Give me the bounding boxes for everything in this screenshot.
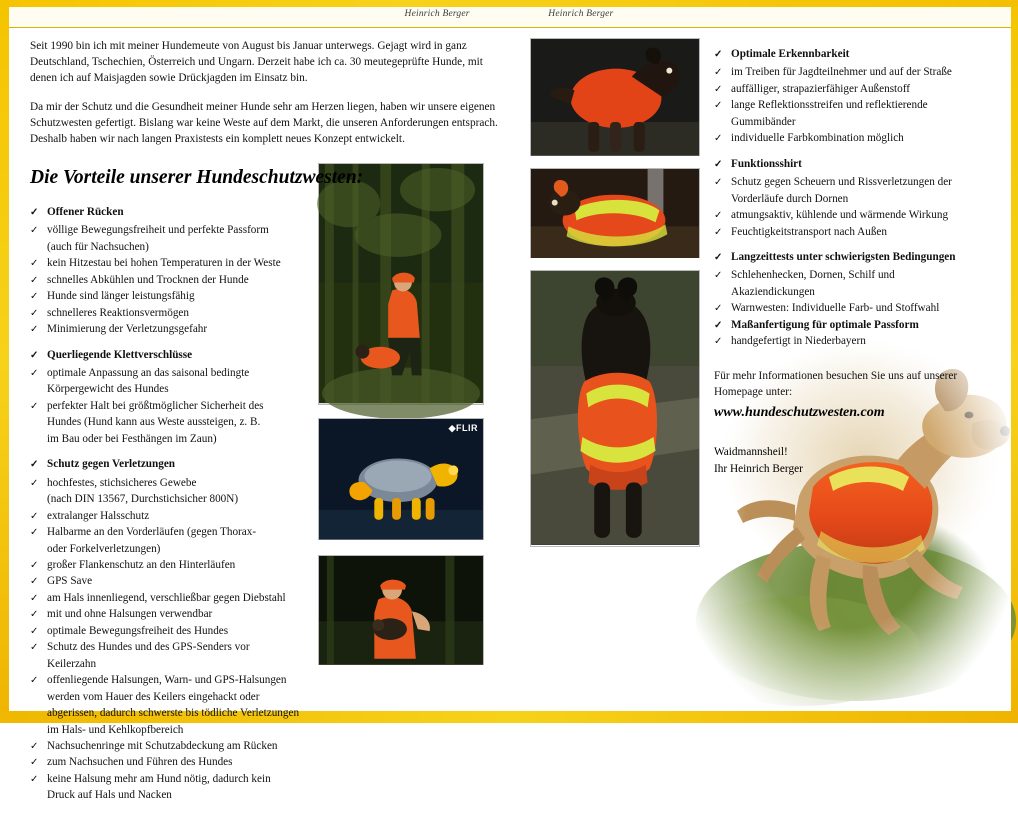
feature-item: ✓ lange Reflektionsstreifen und reflektierende: [714, 99, 928, 112]
feature-item: ✓ großer Flankenschutz an den Hinterläufen: [30, 558, 236, 571]
feature-item: ✓ Warnwesten: Individuelle Farb- und Stoffwahl: [714, 302, 940, 315]
feature-item: ✓ Hunde sind länger leistungsfähig: [30, 290, 195, 303]
feature-group: [30, 457, 510, 804]
checkmark-icon: ✓: [30, 225, 39, 237]
checkmark-icon: ✓: [714, 336, 723, 348]
checkmark-icon: ✓: [30, 368, 39, 379]
photo-dog-hivis-vest-lying: [530, 168, 700, 258]
feature-item: oder Forkelverletzungen): [47, 542, 161, 555]
checkmark-icon: ✓: [30, 459, 39, 471]
checkmark-icon: ✓: [714, 49, 723, 60]
page-title: Die Vorteile unserer Hundeschutzwesten:: [30, 167, 364, 189]
feature-group: [714, 47, 992, 147]
checkmark-icon: ✓: [714, 158, 723, 170]
checkmark-icon: ✓: [30, 642, 39, 654]
closing-line-1: Für mehr Informationen besuchen Sie uns auf unserer: [714, 369, 958, 382]
feature-item: ✓ Halbarme an den Vorderläufen (gegen Thorax-: [30, 526, 257, 539]
feature-item: Akaziendickungen: [731, 285, 815, 298]
signature-line-1: Waidmannsheil!: [714, 445, 788, 458]
checkmark-icon: ✓: [30, 291, 39, 303]
feature-item: ✓ handgefertigt in Niederbayern: [714, 335, 866, 348]
feature-item: ✓ am Hals innenliegend, verschließbar gegen Diebstahl: [30, 591, 286, 604]
feature-item: ✓ Nachsuchenringe mit Schutzabdeckung am Rücken: [30, 739, 278, 752]
header-names: [0, 9, 1018, 19]
feature-group-heading: ✓ Langzeittests unter schwierigsten Bedingungen: [714, 250, 956, 263]
checkmark-icon: ✓: [714, 67, 723, 79]
feature-item: (nach DIN 13567, Durchstichsicher 800N): [47, 493, 239, 506]
checkmark-icon: ✓: [714, 303, 723, 315]
feature-item: ✓ schnelles Abkühlen und Trocknen der Hunde: [30, 273, 249, 286]
header-name-left: Heinrich Berger: [404, 9, 470, 19]
feature-item: ✓ Schutz des Hundes und des GPS-Senders vor: [30, 641, 250, 654]
checkmark-icon: ✓: [30, 258, 39, 270]
feature-item: ✓ keine Halsung mehr am Hund nötig, dadurch kein: [30, 772, 271, 785]
photo-dog-red-vest-standing: [530, 38, 700, 156]
feature-item: ✓ optimale Bewegungsfreiheit des Hundes: [30, 624, 229, 637]
feature-group-heading: ✓ Optimale Erkennbarkeit: [714, 48, 850, 60]
border-left: [0, 0, 9, 723]
flir-dot: ◆: [448, 423, 456, 433]
header-name-right: Heinrich Berger: [548, 9, 614, 19]
intro-paragraph-1: Seit 1990 bin ich mit meiner Hundemeute von August bis Januar unterwegs. Gejagt wird in ganz Deutschland, Tschechien, Österreich und Ungarn. Derzeit habe ich ca. 30 meutegeprüfte Hunde, mit denen ich auf Maisjagden sowie Drückjagden im Einsatz bin.: [30, 40, 483, 85]
checkmark-icon: ✓: [30, 510, 39, 522]
checkmark-icon: ✓: [30, 757, 39, 769]
feature-item: Vorderläufe durch Dornen: [731, 192, 849, 205]
right-feature-groups: [714, 47, 992, 350]
feature-item: ✓ schnelleres Reaktionsvermögen: [30, 306, 189, 319]
closing-text: [714, 368, 992, 424]
feature-item: ✓ individuelle Farbkombination möglich: [714, 132, 904, 145]
checkmark-icon: ✓: [714, 133, 723, 145]
red-vest-scene: [531, 39, 699, 156]
feature-item: ✓ zum Nachsuchen und Führen des Hundes: [30, 756, 233, 769]
left-feature-groups: [30, 205, 510, 804]
checkmark-icon: ✓: [30, 206, 39, 218]
feature-item: Körpergewicht des Hundes: [47, 383, 169, 396]
feature-item: Keilerzahn: [47, 657, 97, 670]
feature-item: ✓ Schlehenhecken, Dornen, Schilf und: [714, 269, 895, 282]
feature-item: Druck auf Hals und Nacken: [47, 789, 172, 802]
checkmark-icon: ✓: [714, 270, 723, 282]
left-text-column: [30, 38, 510, 814]
checkmark-icon: ✓: [30, 324, 39, 336]
photo-dog-vest-rear-view: [530, 270, 700, 547]
checkmark-icon: ✓: [30, 625, 39, 637]
feature-item: Gummibänder: [731, 115, 796, 128]
checkmark-icon: ✓: [30, 740, 39, 752]
feature-item: ✓ extralanger Halsschutz: [30, 509, 150, 522]
right-text-column: [714, 38, 992, 478]
checkmark-icon: ✓: [714, 251, 723, 263]
feature-group-heading: ✓ Funktionsshirt: [714, 157, 802, 170]
hivis-vest-scene: [531, 169, 699, 258]
checkmark-icon: ✓: [30, 559, 39, 571]
feature-item: ✓ Feuchtigkeitstransport nach Außen: [714, 225, 887, 238]
feature-item: ✓ perfekter Halt bei größtmöglicher Sicherheit des: [30, 399, 264, 412]
signature-block: [714, 444, 992, 478]
feature-item: ✓ mit und ohne Halsungen verwendbar: [30, 608, 213, 621]
feature-item: ✓ völlige Bewegungsfreiheit und perfekte Passform: [30, 224, 269, 237]
checkmark-icon: ✓: [714, 177, 723, 189]
checkmark-icon: ✓: [30, 675, 39, 687]
feature-item: ✓ im Treiben für Jagdteilnehmer und auf der Straße: [714, 66, 952, 79]
feature-item: ✓ kein Hitzestau bei hohen Temperaturen in der Weste: [30, 257, 281, 270]
feature-item: abgerissen, dadurch schwerste bis tödliche Verletzungen: [47, 707, 300, 720]
checkmark-icon: ✓: [30, 307, 39, 319]
feature-group: [30, 348, 510, 448]
border-top: [0, 0, 1018, 7]
rear-view-scene: [531, 271, 699, 545]
closing-line-2: Homepage unter:: [714, 386, 793, 399]
checkmark-icon: ✓: [714, 83, 723, 95]
checkmark-icon: ✓: [30, 773, 39, 785]
checkmark-icon: ✓: [30, 477, 39, 489]
feature-group: [30, 205, 510, 338]
checkmark-icon: ✓: [30, 592, 39, 604]
feature-item: ✓ hochfestes, stichsicheres Gewebe: [30, 476, 197, 489]
feature-item: ✓ GPS Save: [30, 575, 93, 588]
intro-paragraph-2: Da mir der Schutz und die Gesundheit meiner Hunde sehr am Herzen liegen, haben wir unsere eigenen Schutzwesten gefertigt. Bislang war keine Weste auf dem Markt, die unseren Anforderungen entsprach. Deshalb haben wir nach langen Praxistests ein komplett neues Konzept entwickelt.: [30, 101, 498, 146]
signature-line-2: Ihr Heinrich Berger: [714, 462, 803, 475]
header-divider: [9, 27, 1011, 28]
checkmark-icon: ✓: [30, 609, 39, 621]
feature-item: ✓ optimale Anpassung an das saisonal bedingte: [30, 367, 250, 379]
feature-group-heading: ✓ Schutz gegen Verletzungen: [30, 458, 176, 471]
feature-group: [714, 250, 992, 350]
feature-group-heading: ✓ Offener Rücken: [30, 205, 124, 218]
checkmark-icon: ✓: [714, 210, 723, 222]
feature-item: ✓ Minimierung der Verletzungsgefahr: [30, 323, 208, 336]
website-url[interactable]: www.hundeschutzwesten.com: [714, 405, 885, 421]
feature-item: werden vom Hauer des Keilers eingehackt oder: [47, 690, 260, 703]
checkmark-icon: ✓: [714, 226, 723, 238]
feature-group-heading: ✓ Querliegende Klettverschlüsse: [30, 348, 193, 361]
feature-item: ✓ auffälliger, strapazierfähiger Außenstoff: [714, 82, 910, 95]
checkmark-icon: ✓: [30, 576, 39, 588]
feature-item: im Bau oder bei Festhängen im Zaun): [47, 432, 217, 445]
feature-item: ✓ atmungsaktiv, kühlende und wärmende Wirkung: [714, 209, 949, 222]
flir-label: FLIR: [456, 423, 478, 433]
feature-item: ✓ Maßanfertigung für optimale Passform: [714, 318, 919, 331]
feature-item: (auch für Nachsuchen): [47, 240, 149, 253]
checkmark-icon: ✓: [30, 400, 39, 412]
checkmark-icon: ✓: [714, 100, 723, 112]
checkmark-icon: ✓: [30, 349, 39, 361]
feature-item: ✓ Schutz gegen Scheuern und Rissverletzungen der: [714, 176, 952, 189]
checkmark-icon: ✓: [714, 319, 723, 331]
feature-group: [714, 157, 992, 240]
feature-item: Hundes (Hund kann aus Weste aussteigen, z. B.: [47, 416, 261, 429]
feature-item: ✓ offenliegende Halsungen, Warn- und GPS-Halsungen: [30, 674, 287, 687]
feature-item: im Hals- und Kehlkopfbereich: [47, 723, 184, 736]
checkmark-icon: ✓: [30, 274, 39, 286]
checkmark-icon: ✓: [30, 527, 39, 539]
